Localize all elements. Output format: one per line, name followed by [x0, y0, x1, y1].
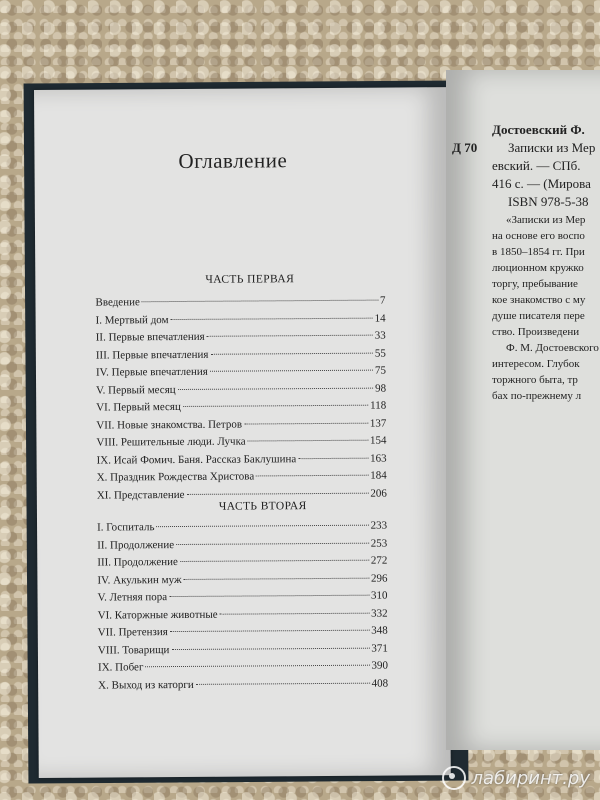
watermark-text: лабиринт.ру: [471, 767, 590, 789]
entry-page: 296: [370, 572, 388, 585]
left-page: [34, 87, 451, 778]
leader-dots: [171, 647, 369, 649]
entry-title: XI. Представление: [96, 488, 185, 502]
entry-page: 233: [370, 519, 388, 532]
text-line: «Записки из Мер: [506, 214, 586, 226]
toc-entry: [96, 415, 386, 435]
text-line: торгу, пребывание: [492, 278, 578, 290]
part-two-heading: ЧАСТЬ ВТОРАЯ: [218, 500, 307, 513]
toc-entry: [97, 535, 387, 555]
watermark: [442, 766, 590, 790]
text-line: на основе его воспо: [492, 230, 585, 242]
isbn-line: ISBN 978-5-38: [508, 194, 589, 209]
entry-title: VIII. Решительные люди. Лучка: [96, 435, 246, 449]
entry-title: Введение: [95, 296, 140, 309]
toc-entry: [98, 658, 388, 678]
toc-entry: [96, 345, 386, 365]
entry-page: 332: [371, 607, 388, 620]
toc-title: Оглавление: [178, 148, 288, 173]
entry-title: I. Госпиталь: [97, 521, 155, 534]
entry-title: IV. Первые впечатления: [95, 365, 208, 379]
text-line: евский. — СПб.: [492, 158, 581, 173]
right-page: [446, 70, 600, 750]
text-line: Записки из Мер: [508, 140, 596, 155]
leader-dots: [178, 387, 373, 389]
entry-title: VI. Каторжные животные: [97, 608, 218, 622]
entry-page: 55: [374, 347, 386, 360]
toc-entry: [96, 398, 386, 418]
entry-page: 310: [370, 589, 388, 602]
entry-title: II. Первые впечатления: [95, 330, 205, 344]
text-line: интересом. Глубок: [492, 358, 580, 370]
leader-dots: [244, 422, 368, 424]
entry-page: 184: [370, 469, 387, 482]
toc-entry: [97, 518, 387, 538]
toc-entry: [96, 328, 386, 348]
toc-entry: [97, 450, 387, 470]
toc-entry: [96, 380, 386, 400]
leader-dots: [180, 560, 369, 562]
leader-dots: [220, 612, 370, 614]
entry-title: X. Выход из каторги: [98, 678, 194, 692]
text-line: душе писателя пере: [492, 310, 585, 322]
entry-title: IV. Акулькин муж: [97, 573, 182, 587]
entry-page: 253: [370, 537, 388, 550]
leader-dots: [145, 665, 369, 668]
toc-entry: [97, 570, 387, 590]
leader-dots: [196, 682, 370, 684]
entry-page: 163: [370, 452, 387, 465]
entry-title: X. Праздник Рождества Христова: [96, 470, 255, 484]
toc-entry: [98, 675, 388, 695]
entry-title: II. Продолжение: [97, 538, 175, 552]
leader-dots: [184, 577, 369, 579]
entry-page: 137: [369, 417, 387, 430]
text-line: бах по-прежнему л: [492, 390, 582, 402]
leader-dots: [142, 300, 378, 303]
toc-entry: [98, 605, 388, 625]
entry-page: 33: [374, 329, 386, 342]
leader-dots: [207, 335, 373, 337]
leader-dots: [171, 317, 373, 319]
entry-page: 154: [369, 434, 387, 447]
leader-dots: [170, 630, 370, 632]
entry-page: 408: [371, 677, 389, 690]
catalog-code: Д 70: [452, 140, 478, 155]
toc-entry: [97, 468, 387, 488]
toc-entry: [96, 310, 386, 330]
entry-page: 14: [374, 312, 386, 325]
leader-dots: [183, 405, 368, 407]
author-line: Достоевский Ф.: [492, 122, 585, 137]
entry-title: V. Летняя пора: [97, 591, 168, 604]
leader-dots: [298, 457, 368, 458]
leader-dots: [248, 440, 368, 442]
leader-dots: [186, 492, 368, 494]
entry-page: 118: [370, 399, 387, 412]
labyrinth-logo-icon: [442, 766, 466, 790]
entry-page: 390: [371, 659, 389, 672]
toc-entry: [98, 640, 388, 660]
entry-title: VII. Претензия: [97, 626, 168, 639]
part-two-list: [97, 518, 388, 695]
text-line: торжного быта, тр: [492, 374, 578, 386]
text-line: 416 с. — (Мирова: [492, 176, 591, 191]
entry-page: 371: [371, 642, 388, 655]
leader-dots: [156, 525, 368, 527]
entry-title: IX. Исай Фомич. Баня. Рассказ Баклушина: [96, 452, 297, 467]
leader-dots: [210, 370, 373, 372]
part-one-heading: ЧАСТЬ ПЕРВАЯ: [205, 273, 295, 286]
entry-page: 7: [379, 294, 386, 307]
text-line: в 1850–1854 гг. При: [492, 246, 585, 258]
entry-page: 272: [370, 554, 388, 567]
entry-title: III. Первые впечатления: [95, 348, 209, 362]
leader-dots: [169, 595, 369, 597]
leader-dots: [256, 475, 368, 477]
toc-entry: [97, 588, 387, 608]
entry-title: VI. Первый месяц: [96, 400, 181, 414]
text-line: кое знакомство с му: [492, 294, 586, 306]
entry-title: I. Мертвый дом: [95, 313, 169, 327]
entry-page: 98: [375, 382, 387, 395]
toc-entry: [96, 363, 386, 383]
leader-dots: [210, 352, 372, 354]
toc-entry: [95, 293, 385, 313]
toc-entry: [97, 553, 387, 573]
entry-title: IX. Побег: [97, 661, 144, 674]
entry-title: VIII. Товарищи: [97, 643, 170, 657]
entry-page: 348: [371, 624, 388, 637]
entry-page: 75: [374, 364, 387, 377]
part-one-list: [95, 293, 386, 505]
text-line: Ф. М. Достоевского: [506, 342, 599, 354]
text-line: ство. Произведени: [492, 326, 580, 338]
entry-page: 206: [370, 487, 387, 500]
entry-title: VII. Новые знакомства. Петров: [96, 418, 243, 432]
entry-title: III. Продолжение: [97, 556, 178, 569]
leader-dots: [176, 542, 369, 544]
entry-title: V. Первый месяц: [96, 383, 176, 397]
toc-entry: [98, 623, 388, 643]
toc-entry: [96, 433, 386, 453]
text-line: люционном кружко: [492, 262, 584, 274]
